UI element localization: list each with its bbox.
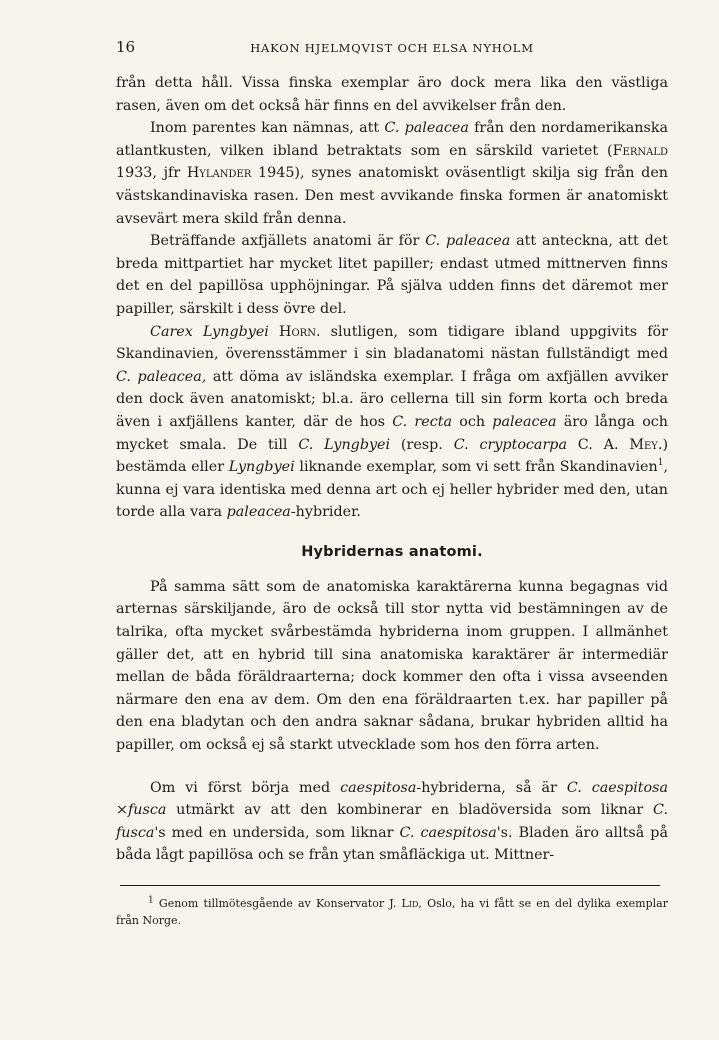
taxon-name: paleacea xyxy=(492,413,557,430)
author-name: Mey. xyxy=(629,436,663,453)
text-run: slutligen, som tidigare ibland uppgivits för Skandinavien, överensstämmer i sin bladanatomi nästan fullständigt med xyxy=(116,323,668,363)
text-run: Beträffande axfjällets anatomi är för xyxy=(150,233,426,250)
text-run: C. A. xyxy=(566,436,630,453)
text-run: att döma av isländska exemplar. I fråga om axfjällen avviker den dock även anatomiskt; bl.a. äro cellerna till sin form korta och breda även i axfjällens kanter, där de hos xyxy=(116,368,668,430)
text-run: , Oslo, ha vi fått se en del dylika exemplar från Norge. xyxy=(116,897,668,927)
text-run: (resp. xyxy=(390,436,454,453)
page-number: 16 xyxy=(116,38,136,56)
text-run: 's. Bladen äro alltså på båda lågt papillösa och se från ytan småfläckiga ut. Mittner- xyxy=(116,824,668,864)
paragraph-4 xyxy=(116,321,668,524)
text-run: , kunna ej vara identiska med denna art och ej heller hybrider med den, utan torde alla vara xyxy=(116,459,668,521)
taxon-name: C. caespitosa xyxy=(566,779,669,796)
text-run: -hybriderna, så är xyxy=(416,779,567,796)
author-name: Fernald xyxy=(612,142,668,159)
paragraph-1: från detta håll. Vissa finska exemplar äro dock mera lika den västliga rasen, även om det också här finns en del avvikelser från den. xyxy=(116,75,668,114)
taxon-name: C. cryptocarpa xyxy=(453,436,567,453)
running-title: HAKON HJELMQVIST OCH ELSA NYHOLM xyxy=(250,41,534,55)
footnote xyxy=(116,895,668,929)
text-run: ) bestämda eller xyxy=(116,436,669,476)
taxon-name: fusca xyxy=(127,802,167,819)
taxon-name: C. Lyngbyei xyxy=(298,436,391,453)
author-name: Lid xyxy=(401,897,419,910)
text-run: och xyxy=(451,413,493,430)
text-run: äro långa och mycket smala. De till xyxy=(116,413,669,453)
taxon-name: caespitosa xyxy=(340,779,417,796)
text-run: 1933, jfr xyxy=(116,165,187,182)
paragraph-gap xyxy=(116,757,668,777)
taxon-name: Lyngbyei xyxy=(228,459,295,476)
text-run: × xyxy=(116,802,128,819)
section-heading: Hybridernas anatomi. xyxy=(301,543,483,560)
text-run: utmärkt av att den kombinerar en bladöversida som liknar xyxy=(166,802,654,819)
body-text xyxy=(116,72,668,867)
text-run: Om vi först börja med xyxy=(150,779,341,796)
footnote-divider xyxy=(120,885,660,886)
text-run: Inom parentes kan nämnas, att xyxy=(150,120,385,137)
text-run: att anteckna, att det breda mittpartiet har mycket litet papiller; endast utmed mittnerven finns det en del papillösa upphöjningar. På själva udden finns det däremot mer papiller, särskilt i dess övre del. xyxy=(116,233,668,317)
paragraph-2 xyxy=(116,117,668,230)
taxon-name: paleacea xyxy=(226,504,291,521)
paragraph-5: På samma sätt som de anatomiska karaktärerna kunna begagnas vid arternas särskiljande, äro de också till stor nytta vid bestämningen av de talrika, ofta mycket svårbestämda hybriderna inom gruppen. I allmänhet gäller det, att en hybrid till sina anatomiska karaktärer är intermediär mellan de båda föräldraarterna; dock kommer den ofta i vissa avseenden närmare den ena av dem. Om den ena föräldraarten t.ex. har papiller på den ena bladytan och den andra saknar sådana, brukar hybriden alltid ha papiller, om också ej så starkt utvecklade som hos den förra arten. xyxy=(116,578,668,754)
author-name: Hylander xyxy=(186,165,252,182)
author-name: Horn. xyxy=(279,323,321,340)
text-run: liknande exemplar, som vi sett från Skandinavien xyxy=(294,459,658,476)
page-header xyxy=(116,38,668,60)
footnote-ref[interactable]: 1 xyxy=(657,458,664,469)
taxon-name: Carex Lyngbyei xyxy=(150,323,269,340)
taxon-name: C. fusca xyxy=(116,802,668,841)
paragraph-3 xyxy=(116,230,668,320)
footnote-marker: 1 xyxy=(148,895,154,906)
taxon-name: C. caespitosa xyxy=(399,824,497,841)
text-run: -hybrider. xyxy=(290,504,361,521)
taxon-name: C. paleacea xyxy=(425,233,511,250)
text-run: 's med en undersida, som liknar xyxy=(154,824,400,841)
taxon-name: C. paleacea xyxy=(384,120,469,137)
text-run: från den nordamerikanska atlantkusten, vilken ibland betraktats som en särskild varietet ( xyxy=(116,120,669,159)
taxon-name: C. paleacea, xyxy=(116,368,207,385)
paragraph-6 xyxy=(116,777,668,867)
taxon-name: C. recta xyxy=(392,413,452,430)
text-run: Genom tillmötesgående av Konservator J. xyxy=(153,897,402,910)
text-run: 1945), synes anatomiskt oväsentligt skilja sig från den västskandinaviska rasen. Den mest avvikande finska formen är anatomiskt avsevärt mera skild från denna. xyxy=(116,165,669,227)
